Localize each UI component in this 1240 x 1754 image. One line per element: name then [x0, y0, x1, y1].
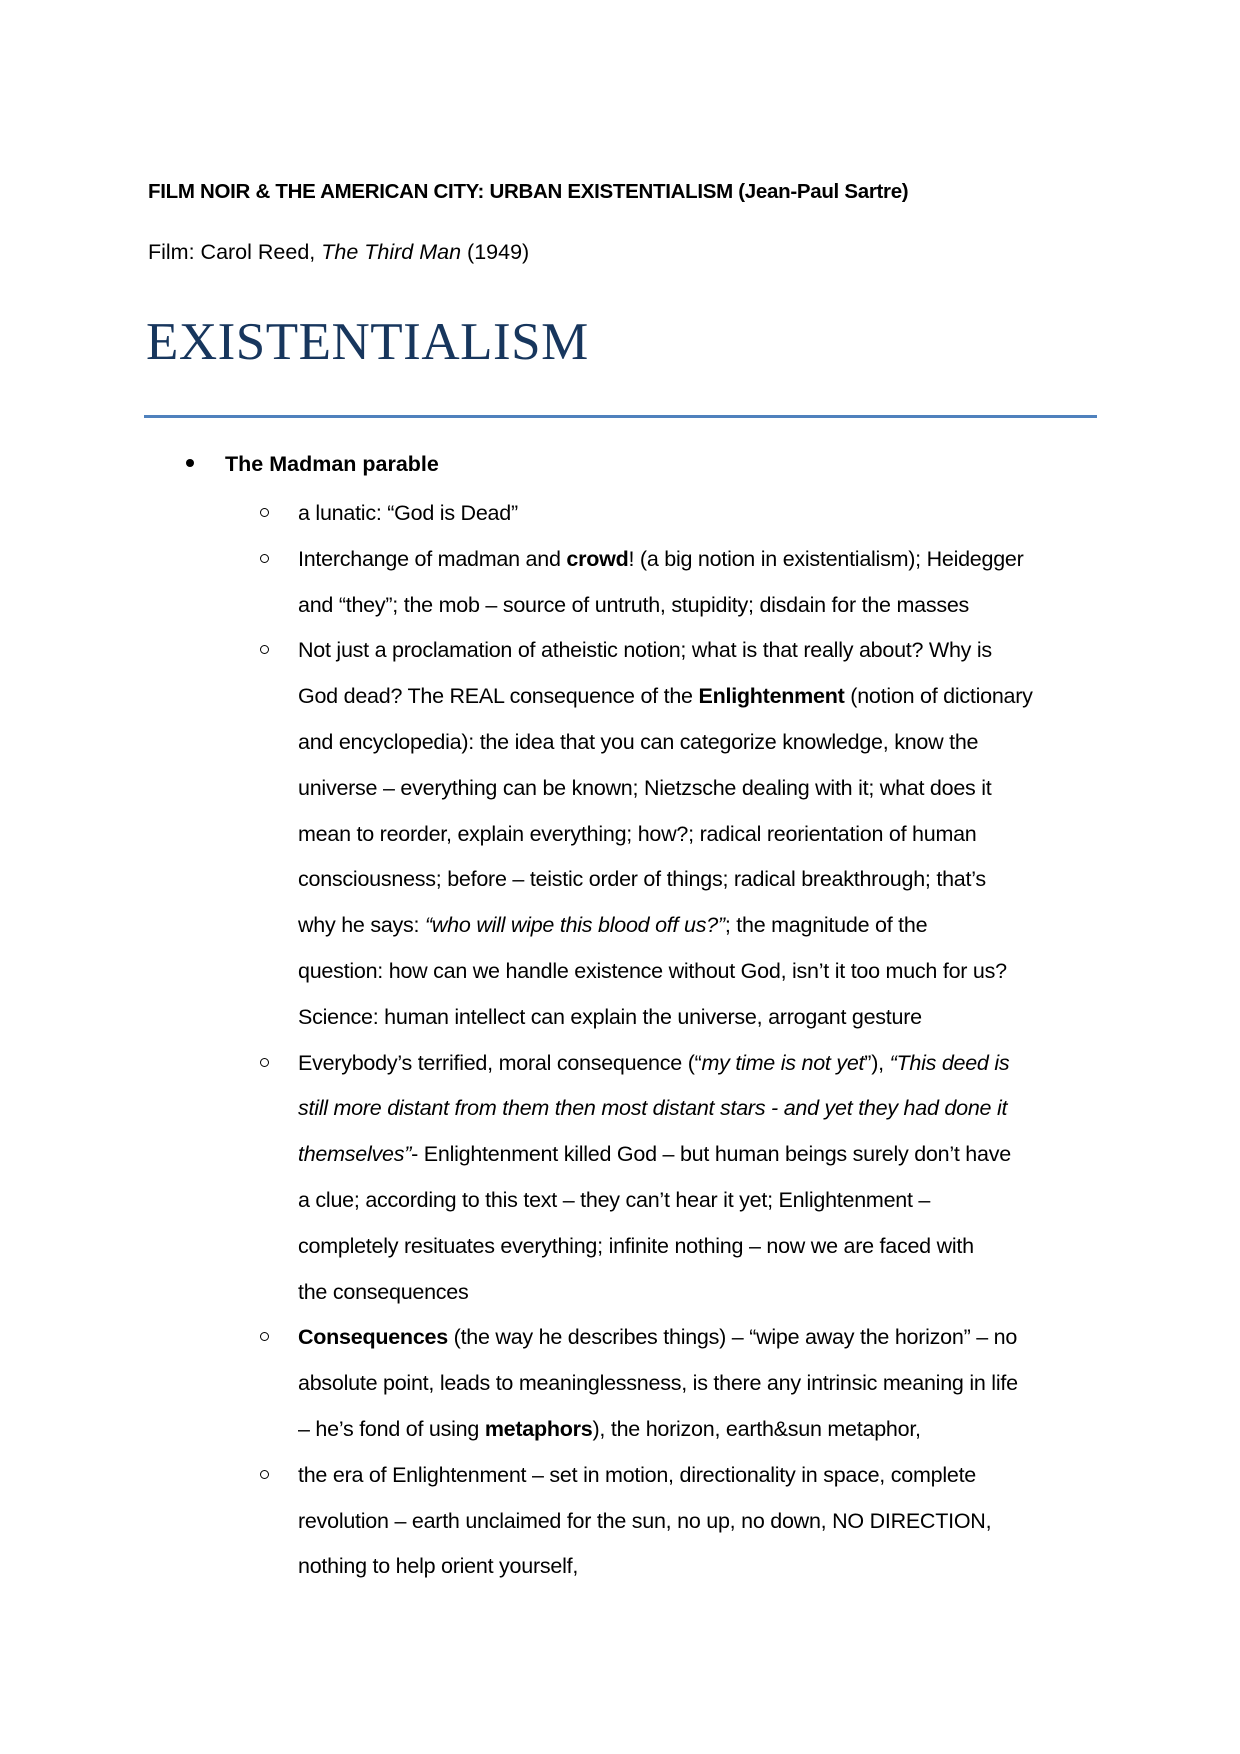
- film-title: The Third Man: [321, 240, 462, 264]
- text-line: a clue; according to this text – they can’t hear it yet; Enlightenment –: [298, 1187, 931, 1212]
- text-span: - Enlightenment killed God – but human beings surely don’t have: [411, 1142, 1011, 1167]
- bullet-item: [186, 452, 439, 477]
- emphasis-enlightenment: Enlightenment: [698, 684, 845, 709]
- course-header: FILM NOIR & THE AMERICAN CITY: URBAN EXISTENTIALISM (Jean-Paul Sartre): [148, 180, 909, 203]
- circle-bullet-icon: [260, 508, 269, 517]
- text-line: revolution – earth unclaimed for the sun, no up, no down, NO DIRECTION,: [298, 1508, 992, 1533]
- text-line: and “they”; the mob – source of untruth, stupidity; disdain for the masses: [298, 592, 970, 617]
- text-span: (the way he describes things) – “wipe away the horizon” – no: [447, 1325, 1018, 1350]
- quote-italic: my time is not yet: [701, 1050, 865, 1075]
- text-span: ”),: [864, 1050, 890, 1075]
- list-item: [260, 491, 1100, 537]
- text-line: [298, 1086, 1100, 1132]
- sub-bullet-list: [260, 491, 1100, 1590]
- text-line: [298, 1041, 1100, 1087]
- quote-italic: themselves”: [298, 1142, 412, 1167]
- circle-bullet-icon: [260, 1470, 269, 1479]
- text-span: why he says:: [298, 913, 425, 938]
- text-span: Interchange of madman and: [298, 546, 567, 571]
- text-line: [298, 537, 1100, 583]
- quote-italic: “who will wipe this blood off us?”: [425, 913, 725, 938]
- film-prefix: Film: Carol Reed,: [148, 240, 322, 264]
- text-line: mean to reorder, explain everything; how?; radical reorientation of human: [298, 821, 977, 846]
- text-line: Not just a proclamation of atheistic notion; what is that really about? Why is: [298, 638, 992, 663]
- circle-bullet-icon: [260, 1058, 269, 1067]
- text-span: ), the horizon, earth&sun metaphor,: [592, 1416, 921, 1441]
- text-line: question: how can we handle existence without God, isn’t it too much for us?: [298, 958, 1007, 983]
- text-line: absolute point, leads to meaninglessness, is there any intrinsic meaning in life: [298, 1371, 1018, 1396]
- text-line: [298, 903, 1100, 949]
- emphasis-crowd: crowd: [566, 546, 629, 571]
- title-underline: [144, 415, 1097, 418]
- text-line: completely resituates everything; infinite nothing – now we are faced with: [298, 1233, 974, 1258]
- circle-bullet-icon: [260, 1332, 269, 1341]
- text-line: [298, 1315, 1100, 1361]
- emphasis-metaphors: metaphors: [484, 1416, 593, 1441]
- page-title: EXISTENTIALISM: [146, 313, 589, 371]
- text-line: and encyclopedia): the idea that you can categorize knowledge, know the: [298, 729, 979, 754]
- quote-italic: still more distant from them then most distant stars - and yet they had done it: [298, 1096, 1008, 1121]
- text-line: [298, 674, 1100, 720]
- emphasis-consequences: Consequences: [298, 1325, 448, 1350]
- circle-bullet-icon: [260, 645, 269, 654]
- list-item: [260, 1041, 1100, 1316]
- film-year: (1949): [461, 240, 530, 264]
- list-item: [260, 1315, 1100, 1452]
- text-span: – he’s fond of using: [298, 1416, 485, 1441]
- text-line: nothing to help orient yourself,: [298, 1554, 579, 1579]
- bullet-dot-icon: [186, 459, 194, 467]
- text-span: God dead? The REAL consequence of the: [298, 684, 699, 709]
- text-span: ! (a big notion in existentialism); Heidegger: [628, 546, 1024, 571]
- text-span: ; the magnitude of the: [724, 913, 928, 938]
- text-line: a lunatic: “God is Dead”: [298, 501, 518, 525]
- circle-bullet-icon: [260, 554, 269, 563]
- film-reference: [148, 240, 1108, 265]
- text-line: [298, 1407, 1100, 1453]
- quote-italic: “This deed is: [889, 1050, 1010, 1075]
- list-item: [260, 1453, 1100, 1590]
- text-span: Everybody’s terrified, moral consequence (“: [298, 1050, 702, 1075]
- text-line: consciousness; before – teistic order of things; radical breakthrough; that’s: [298, 867, 986, 892]
- text-span: (notion of dictionary: [844, 684, 1033, 709]
- text-line: the era of Enlightenment – set in motion, directionality in space, complete: [298, 1462, 976, 1487]
- bullet-label: The Madman parable: [225, 452, 439, 476]
- list-item: [260, 537, 1100, 629]
- list-item: [260, 628, 1100, 1040]
- text-line: [298, 1132, 1100, 1178]
- text-line: the consequences: [298, 1279, 469, 1304]
- text-line: universe – everything can be known; Nietzsche dealing with it; what does it: [298, 775, 992, 800]
- text-line: Science: human intellect can explain the universe, arrogant gesture: [298, 1004, 922, 1029]
